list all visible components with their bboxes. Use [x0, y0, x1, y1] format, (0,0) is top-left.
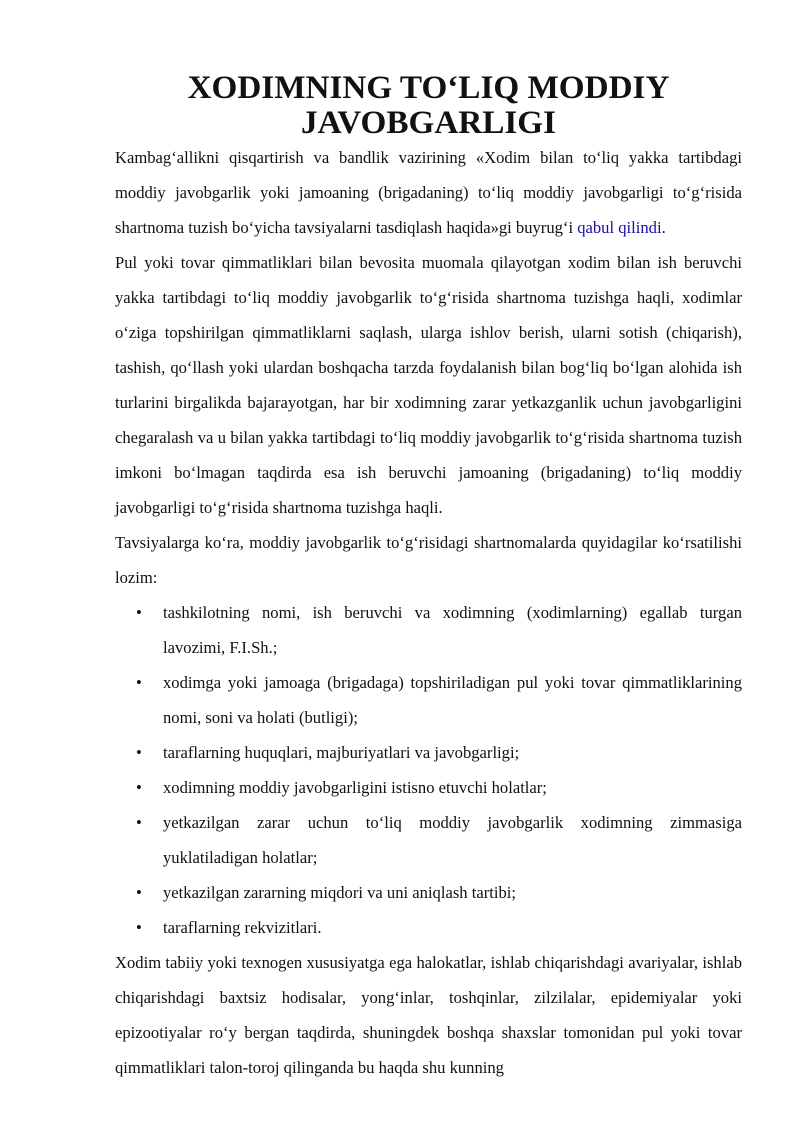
- document-title: XODIMNING TO‘LIQ MODDIY JAVOBGARLIGI: [187, 69, 670, 141]
- list-item-text: xodimga yoki jamoaga (brigadaga) topshiriladigan pul yoki tovar qimmatliklarining nomi, soni va holati (butligi);: [163, 673, 742, 727]
- list-item-text: xodimning moddiy javobgarligini istisno etuvchi holatlar;: [163, 778, 547, 797]
- accepted-link[interactable]: qabul qilindi: [577, 218, 662, 237]
- paragraph-intro-text: Kambag‘allikni qisqartirish va bandlik vazirining «Xodim bilan to‘liq yakka tartibdagi moddiy javobgarlik yoki jamoaning (brigadaning) to‘liq moddiy javobgarligi to‘g‘risida shartnoma tuzish bo‘yicha tavsiyalarni tasdiqlash haqida»gi buyrug‘i: [115, 148, 742, 237]
- bullet-icon: •: [136, 673, 142, 692]
- bullet-icon: •: [136, 813, 142, 832]
- list-item-text: taraflarning huquqlari, majburiyatlari va javobgarligi;: [163, 743, 520, 762]
- list-item: [115, 595, 742, 665]
- list-item-text: taraflarning rekvizitlari.: [163, 918, 322, 937]
- bullet-icon: •: [136, 918, 142, 937]
- list-item: [115, 770, 742, 805]
- paragraph-intro: [115, 140, 742, 245]
- list-item: [115, 910, 742, 945]
- paragraph-recommendations: Tavsiyalarga ko‘ra, moddiy javobgarlik to‘g‘risidagi shartnomalarda quyidagilar ko‘rsatilishi lozim:: [115, 533, 742, 587]
- list-item: [115, 875, 742, 910]
- bullet-icon: •: [136, 778, 142, 797]
- list-item-text: tashkilotning nomi, ish beruvchi va xodimning (xodimlarning) egallab turgan lavozimi, F.I.Sh.;: [163, 603, 742, 657]
- list-item-text: yetkazilgan zararning miqdori va uni aniqlash tartibi;: [163, 883, 516, 902]
- document-page: [115, 70, 742, 1085]
- list-item: [115, 735, 742, 770]
- requirements-list: [115, 595, 742, 945]
- paragraph-incidents: Xodim tabiiy yoki texnogen xususiyatga ega halokatlar, ishlab chiqarishdagi avariyalar, ishlab chiqarishdagi baxtsiz hodisalar, yong‘inlar, toshqinlar, zilzilalar, epidemiyalar yoki epizootiyalar ro‘y bergan taqdirda, shuningdek boshqa shaxslar tomonidan pul yoki tovar qimmatliklari talon-toroj qilinganda bu haqda shu kunning: [115, 953, 742, 1077]
- bullet-icon: •: [136, 743, 142, 762]
- paragraph-intro-end: .: [661, 218, 666, 237]
- list-item: [115, 805, 742, 875]
- list-item-text: yetkazilgan zarar uchun to‘liq moddiy javobgarlik xodimning zimmasiga yuklatiladigan holatlar;: [163, 813, 742, 867]
- bullet-icon: •: [136, 603, 142, 622]
- bullet-icon: •: [136, 883, 142, 902]
- list-item: [115, 665, 742, 735]
- paragraph-contract-rights: Pul yoki tovar qimmatliklari bilan bevosita muomala qilayotgan xodim bilan ish beruvchi yakka tartibdagi to‘liq moddiy javobgarlik to‘g‘risida shartnoma tuzishga haqli, xodimlar o‘ziga topshirilgan qimmatliklarni saqlash, ularga ishlov berish, ularni sotish (chiqarish), tashish, qo‘llash yoki ulardan boshqacha tarzda foydalanish bilan bog‘liq bo‘lgan alohida ish turlarini birgalikda bajarayotgan, har bir xodimning zarar yetkazganlik uchun javobgarligini chegaralash va u bilan yakka tartibdagi to‘liq moddiy javobgarlik to‘g‘risida shartnoma tuzish imkoni bo‘lmagan taqdirda esa ish beruvchi jamoaning (brigadaning) to‘liq moddiy javobgarligi to‘g‘risida shartnoma tuzishga haqli.: [115, 253, 742, 517]
